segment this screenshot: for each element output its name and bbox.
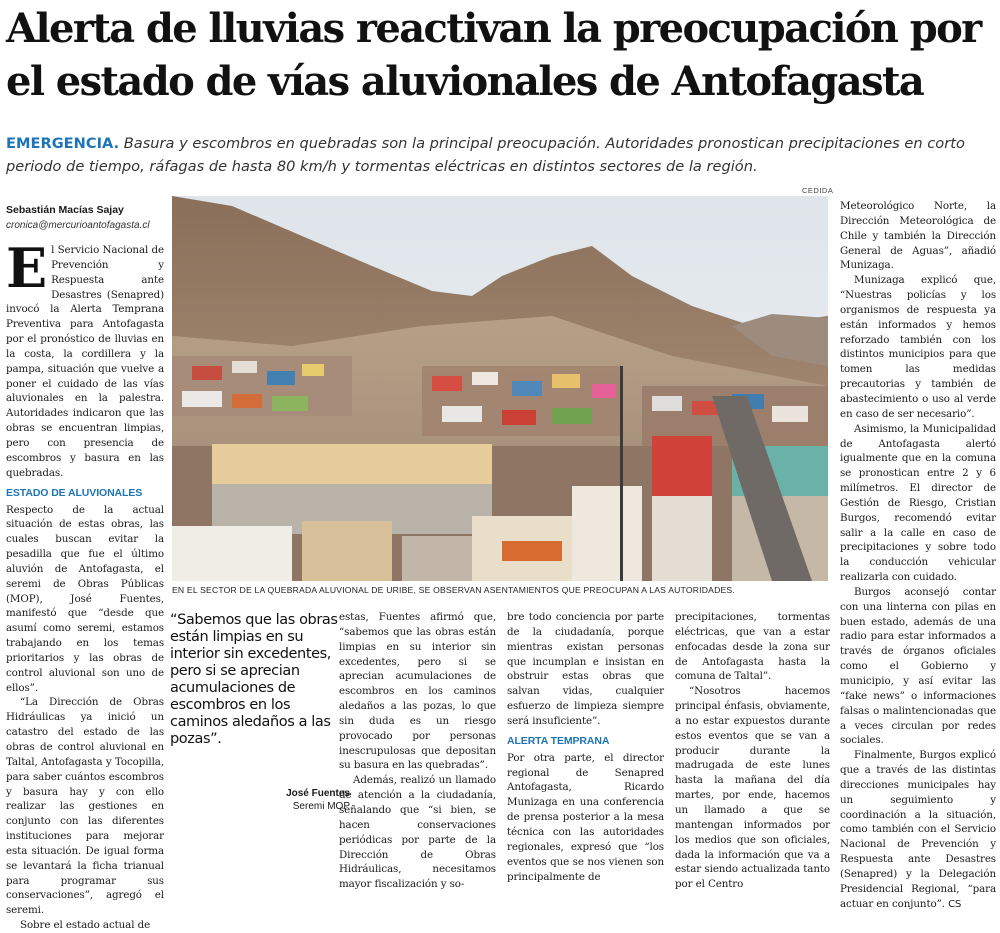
lead-paragraph xyxy=(6,236,164,481)
pull-quote: “Sabemos que las obras están limpias en su interior sin excedentes, pero si se aprecian acumulaciones de escombros en los caminos aledaños a las pozas”. xyxy=(170,612,338,747)
article-column-6 xyxy=(840,199,996,910)
paragraph: Por otra parte, el director regional de Senapred Antofagasta, Ricardo Munizaga en una conferencia de prensa posterior a la mesa técnica con las autoridades regionales, expresó que “los eventos que se nos vienen son principalmente de xyxy=(507,751,664,883)
paragraph: Respecto de la actual situación de estas obras, las cuales buscan evitar la pesadilla que fue el último aluvión de Antofagasta, el seremi de Obras Públicas (MOP), José Fuentes, manifestó que “desde que asumí como seremi, estamos trabajando en los temas prioritarios y las obras de control aluvional son uno de ellos”. xyxy=(6,503,164,694)
paragraph: Asimismo, la Municipalidad de Antofagasta alertó igualmente que en la comuna se pronostican entre 2 y 6 milímetros. El director de Gestión de Riesgo, Cristian Burgos, recomendó evitar salir a la calle en caso de precipitaciones y sobre todo la conducción vehicular realizarla con cuidado. xyxy=(840,422,996,584)
deck-text: Basura y escombros en quebradas son la principal preocupación. Autoridades pronostican precipitaciones en corto periodo de tiempo, ráfagas de hasta 80 km/h y tormentas eléctricas en distintos sectores de la región. xyxy=(6,135,965,175)
article-column-1 xyxy=(6,236,164,932)
photo-caption: EN EL SECTOR DE LA QUEBRADA ALUVIONAL DE URIBE, SE OBSERVAN ASENTAMIENTOS QUE PREOCUPAN A LAS AUTORIDADES. xyxy=(172,585,735,595)
byline-email: cronica@mercurioantofagasta.cl xyxy=(6,220,150,231)
article-column-4 xyxy=(507,610,664,882)
deck xyxy=(6,132,991,178)
paragraph: estas, Fuentes afirmó que, “sabemos que las obras están limpias en su interior sin excedentes, pero si se aprecian acumulaciones de escombros en los caminos aledaños a las pozas, lo que sin duda es un riesgo provocado por personas inescrupulosas que depositan su basura en las quebradas”. xyxy=(339,611,496,772)
photo-credit: CEDIDA xyxy=(802,186,834,195)
article-column-5 xyxy=(675,610,830,891)
paragraph: Meteorológico Norte, la Dirección Meteorológica de Chile y también la Dirección General de Aguas”, añadió Munizaga. xyxy=(840,200,996,272)
photo-illustration xyxy=(172,196,828,581)
closing-text: Finalmente, Burgos explicó que a través de las distintas direcciones municipales hay un seguimiento y coordinación a la situación, como también con el Servicio Nacional de Prevención y Respuesta ante Desastres (Senapred) y la Delegación Presidencial Regional, “para actuar en conjunto”. xyxy=(840,749,996,910)
article-column-3 xyxy=(339,610,496,891)
paragraph: “Nosotros hacemos principal énfasis, obviamente, a no estar expuestos durante estos eventos que se van a producir durante la madrugada de este lunes hasta la mañana del día martes, por ende, hacemos un llamado a que se mantengan informados por los medios que son oficiales, dada la información que va a estar siendo actualizada tanto por el Centro xyxy=(675,685,830,891)
signoff: CS xyxy=(948,898,962,910)
dropcap: E xyxy=(6,236,48,300)
byline xyxy=(6,203,166,233)
quote-name: José Fuentes xyxy=(286,788,350,799)
headline: Alerta de lluvias reactivan la preocupación por el estado de vías aluvionales de Antofagasta xyxy=(6,5,981,105)
paragraph: precipitaciones, tormentas eléctricas, que van a estar enfocadas desde la zona sur de Antofagasta hasta la comuna de Taltal”. xyxy=(675,611,830,683)
paragraph: Munizaga explicó que, “Nuestras policías y los organismos de respuesta ya están informados y hemos reforzado también con los distintos municipios para que tomen las medidas precautorias y también de abastecimiento o uso al verde en caso de ser necesario”. xyxy=(840,274,996,420)
subhead-estado: ESTADO DE ALUVIONALES xyxy=(6,486,143,499)
lead-text: l Servicio Nacional de Prevención y Respuesta ante Desastres (Senapred) invocó la Alerta Temprana Preventiva para Antofagasta por el pronóstico de lluvias en la costa, la cordillera y la pampa, situación que vuelve a poner el cuidado de las vías aluvionales en la palestra. Autoridades indicaron que las obras se encuentran limpias, pero con presencia de escombros y basura en las quebradas. xyxy=(6,244,164,479)
deck-kicker: EMERGENCIA. xyxy=(6,135,120,152)
quote-role: Seremi MOP xyxy=(292,801,350,812)
article-photo xyxy=(172,196,828,581)
quote-attribution xyxy=(200,787,350,813)
byline-author: Sebastián Macías Sajay xyxy=(6,204,124,216)
paragraph: Sobre el estado actual de xyxy=(20,919,151,932)
paragraph: Además, realizó un llamado de atención a la ciudadanía, señalando que “si bien, se hacen conservaciones periódicas por parte de la Dirección de Obras Hidráulicas, necesitamos mayor fiscalización y so- xyxy=(339,774,496,891)
paragraph: “La Dirección de Obras Hidráulicas ya inició un catastro del estado de las obras de control aluvional en Taltal, Antofagasta y Tocopilla, para saber cuántos escombros y basura hay y con ello realizar las gestiones en conjunto con las diferentes instituciones para mejorar esta situación. De igual forma se levantará la ficha trianual para programar sus conservaciones”, agregó el seremi. xyxy=(6,696,164,917)
paragraph xyxy=(840,748,996,912)
paragraph: bre todo conciencia por parte de la ciudadanía, porque mientras existan personas que incumplan e insistan en obstruir estas obras que salvan vidas, cualquier esfuerzo de limpieza siempre será insuficiente”. xyxy=(507,611,664,727)
paragraph: Burgos aconsejó contar con una linterna con pilas en buen estado, además de una radio para estar informados a través de órganos oficiales como el Gobierno y municipio, y así evitar las “fake news” o informaciones falsas o malintencionadas que a veces circulan por redes sociales. xyxy=(840,585,996,747)
subhead-alerta: ALERTA TEMPRANA xyxy=(507,734,610,747)
